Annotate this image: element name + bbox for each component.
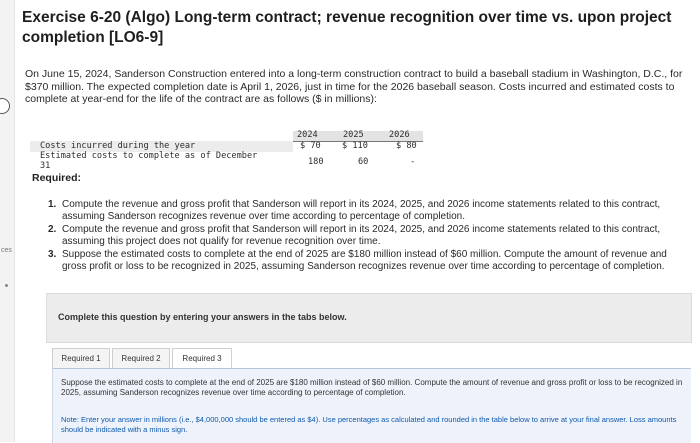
table-cell: - bbox=[410, 157, 416, 167]
item-number: 2. bbox=[48, 224, 57, 235]
instruction-question: Suppose the estimated costs to complete at the end of 2025 are $180 million instead of $60 million. Compute the amount of revenue and gross profit or loss to be recognized in 2025, assuming Sanderson recognizes revenue over time according to percentage of completion. bbox=[61, 378, 683, 397]
exercise-title: Exercise 6-20 (Algo) Long-term contract; revenue recognition over time vs. upon project completion [LO6-9] bbox=[22, 9, 672, 46]
year-header: 2025 bbox=[343, 130, 364, 140]
required-heading: Required: bbox=[32, 172, 82, 184]
complete-question-banner bbox=[46, 293, 692, 343]
item-number: 3. bbox=[48, 249, 57, 260]
side-panel-label: ces bbox=[1, 247, 12, 254]
costs-incurred-label: Costs incurred during the year bbox=[40, 141, 196, 151]
complete-prompt: Complete this question by entering your answers in the tabs below. bbox=[58, 312, 347, 322]
table-cell: 60 bbox=[358, 157, 369, 167]
table-cell: $ 110 bbox=[342, 141, 368, 151]
item-text: Compute the revenue and gross profit that Sanderson will report in its 2024, 2025, and 2026 income statements related to this contract, assuming Sanderson recognizes revenue over time according to percentage of completion. bbox=[62, 199, 661, 222]
cost-table bbox=[30, 130, 426, 170]
tab-required-1[interactable]: Required 1 bbox=[52, 348, 110, 369]
tab-required-2[interactable]: Required 2 bbox=[112, 348, 170, 369]
instruction-panel bbox=[52, 368, 691, 443]
instruction-note: Note: Enter your answer in millions (i.e., $4,000,000 should be entered as $4). Use percentages as calculated and rounded in the table below to arrive at your final answer. Loss amounts should be indicated with a minus sign. bbox=[61, 415, 677, 434]
table-cell: $ 70 bbox=[300, 141, 321, 151]
list-item bbox=[43, 249, 673, 272]
requirements-list bbox=[43, 199, 673, 274]
problem-intro: On June 15, 2024, Sanderson Construction entered into a long-term construction contract to build a baseball stadium in Washington, D.C., for $370 million. The expected completion date is April 1, 2026, just in time for the 2026 baseball season. Costs incurred and estimated costs to complete at year-end for the life of the contract are as follows ($ in millions): bbox=[25, 68, 683, 105]
list-item bbox=[43, 224, 673, 247]
left-side-panel bbox=[0, 0, 15, 442]
year-header: 2026 bbox=[389, 130, 410, 140]
estimated-costs-label-cont: 31 bbox=[40, 161, 51, 171]
item-number: 1. bbox=[48, 199, 57, 210]
item-text: Suppose the estimated costs to complete at the end of 2025 are $180 million instead of $60 million. Compute the amount of revenue and gross profit or loss to be recognized in 2025, assuming Sanderson recognizes revenue over time according to percentage of completion. bbox=[62, 249, 667, 272]
tab-required-3[interactable]: Required 3 bbox=[172, 348, 232, 369]
estimated-costs-label: Estimated costs to complete as of December bbox=[40, 151, 258, 161]
list-item bbox=[43, 199, 673, 222]
item-text: Compute the revenue and gross profit that Sanderson will report in its 2024, 2025, and 2026 income statements related to this contract, assuming this project does not qualify for revenue recognition over time. bbox=[62, 224, 661, 247]
side-dot-icon bbox=[5, 284, 8, 287]
side-toggle-icon[interactable] bbox=[0, 98, 10, 114]
table-cell: $ 80 bbox=[396, 141, 417, 151]
year-header: 2024 bbox=[297, 130, 318, 140]
table-cell: 180 bbox=[308, 157, 324, 167]
